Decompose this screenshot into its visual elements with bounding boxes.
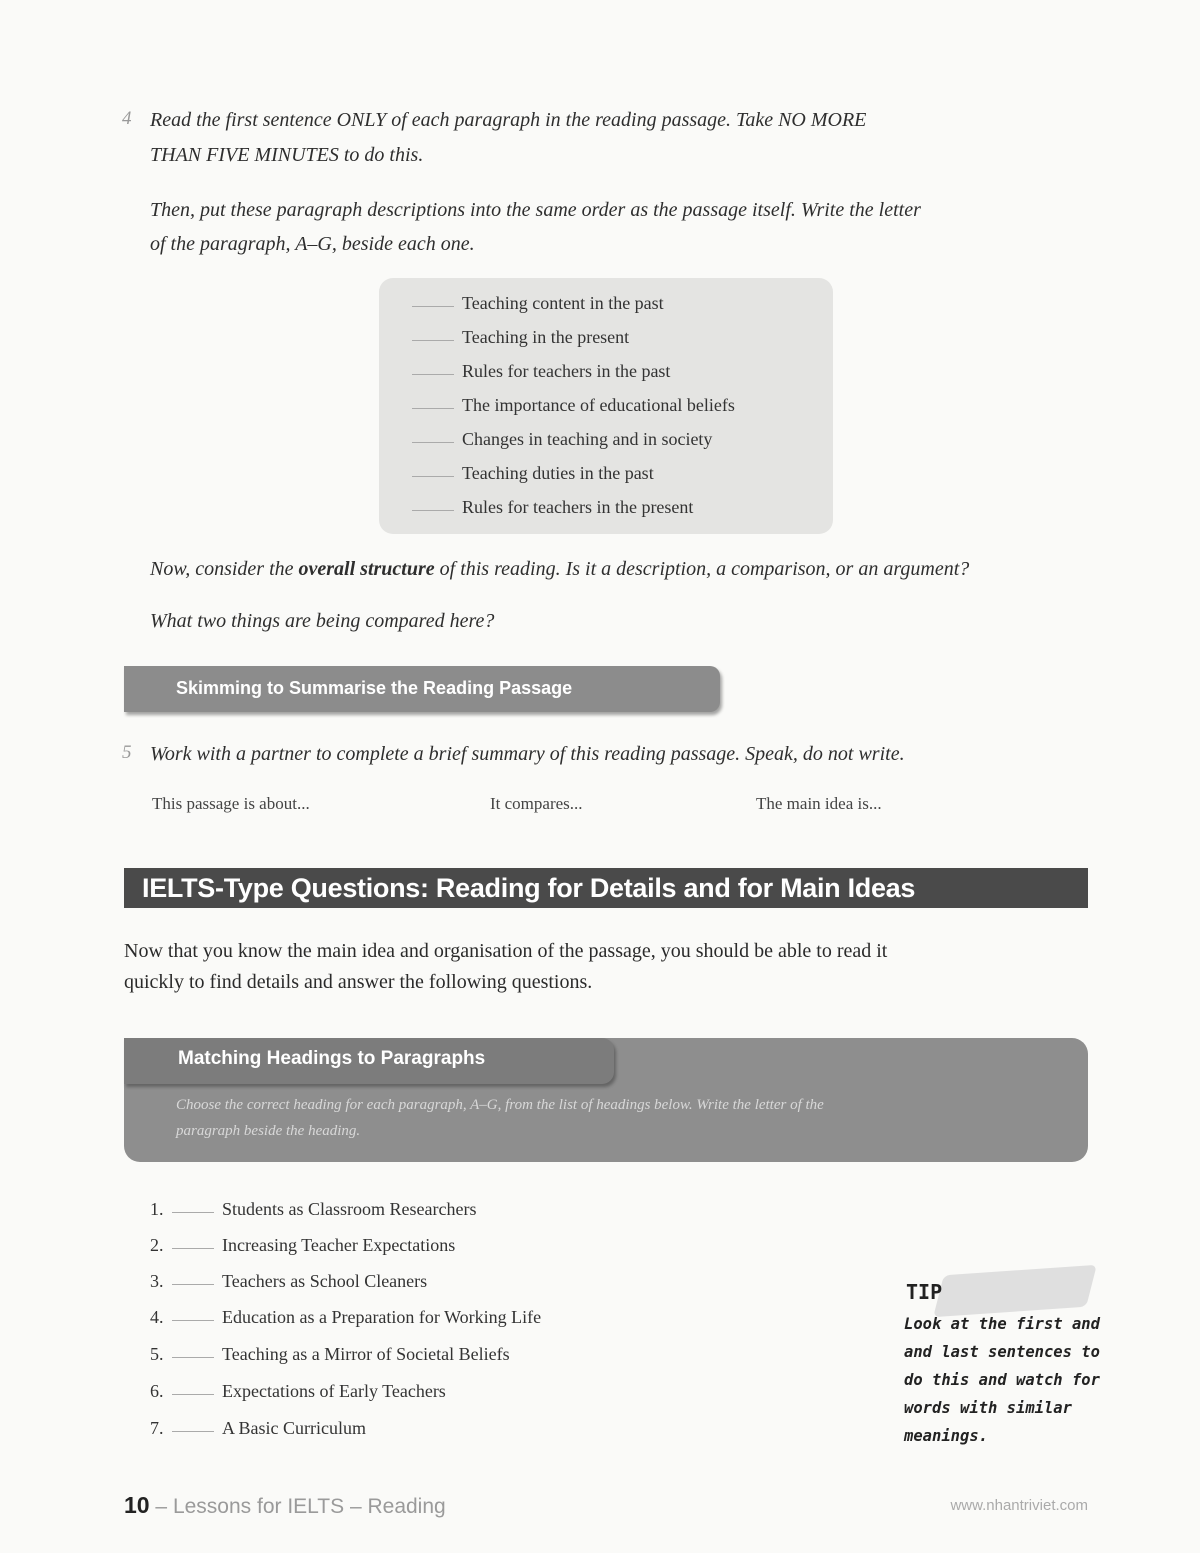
skimming-section-header: Skimming to Summarise the Reading Passage	[124, 666, 720, 712]
website-url: www.nhantriviet.com	[950, 1497, 1088, 1514]
answer-blank[interactable]	[172, 1264, 214, 1285]
question-number-5: 5	[122, 742, 132, 763]
description-item: Teaching content in the past	[412, 286, 664, 320]
answer-blank[interactable]	[172, 1374, 214, 1395]
answer-blank[interactable]	[172, 1300, 214, 1321]
description-item: Rules for teachers in the present	[412, 490, 693, 524]
summary-prompt-1: This passage is about...	[152, 794, 310, 813]
matching-instruction: Choose the correct heading for each paragraph, A–G, from the list of headings below. Write the letter of the paragraph beside the heading.	[176, 1097, 824, 1139]
heading-item: 5. Teaching as a Mirror of Societal Beliefs	[150, 1336, 510, 1372]
answer-blank[interactable]	[412, 456, 454, 477]
heading-item: 6. Expectations of Early Teachers	[150, 1373, 446, 1409]
answer-blank[interactable]	[412, 490, 454, 511]
answer-blank[interactable]	[412, 354, 454, 375]
heading-item: 2. Increasing Teacher Expectations	[150, 1227, 455, 1263]
tip-title: TIP	[906, 1280, 943, 1304]
page-footer	[124, 1492, 446, 1519]
description-item: Rules for teachers in the past	[412, 354, 670, 388]
tip-text: Look at the first and and last sentences to do this and watch for words with similar meanings.	[904, 1315, 1100, 1445]
answer-blank[interactable]	[172, 1411, 214, 1432]
compared-question: What two things are being compared here?	[150, 610, 495, 632]
answer-blank[interactable]	[172, 1337, 214, 1358]
description-item: The importance of educational beliefs	[412, 388, 735, 422]
question-number-4: 4	[122, 108, 132, 129]
matching-section-header: Matching Headings to Paragraphs	[124, 1038, 614, 1084]
q4-instruction-line3: Then, put these paragraph descriptions into the same order as the passage itself. Write the letter	[150, 199, 921, 221]
section-intro: Now that you know the main idea and organisation of the passage, you should be able to read it quickly to find details and answer the following questions.	[124, 940, 888, 993]
q4-instruction-line2: THAN FIVE MINUTES to do this.	[150, 144, 424, 166]
answer-blank[interactable]	[412, 286, 454, 307]
summary-prompt-2: It compares...	[490, 794, 583, 813]
book-title: – Lessons for IELTS – Reading	[149, 1495, 446, 1518]
heading-item: 7. A Basic Curriculum	[150, 1410, 366, 1446]
heading-item: 4. Education as a Preparation for Working Life	[150, 1299, 541, 1335]
answer-blank[interactable]	[412, 320, 454, 341]
heading-item: 3. Teachers as School Cleaners	[150, 1263, 427, 1299]
answer-blank[interactable]	[172, 1192, 214, 1213]
description-item: Teaching in the present	[412, 320, 629, 354]
heading-item: 1. Students as Classroom Researchers	[150, 1191, 476, 1227]
q4-instruction-line4: of the paragraph, A–G, beside each one.	[150, 233, 475, 255]
description-item: Teaching duties in the past	[412, 456, 654, 490]
q4-instruction-line1: Read the first sentence ONLY of each paragraph in the reading passage. Take NO MORE	[150, 109, 867, 131]
answer-blank[interactable]	[412, 388, 454, 409]
description-item: Changes in teaching and in society	[412, 422, 712, 456]
summary-prompt-3: The main idea is...	[756, 794, 882, 813]
overall-structure-question: Now, consider the overall structure of this reading. Is it a description, a comparison, or an argument?	[150, 558, 970, 580]
q5-instruction: Work with a partner to complete a brief summary of this reading passage. Speak, do not write.	[150, 743, 905, 765]
answer-blank[interactable]	[172, 1228, 214, 1249]
ielts-section-banner: IELTS-Type Questions: Reading for Details and for Main Ideas	[124, 868, 1088, 908]
page-number: 10	[124, 1492, 150, 1518]
answer-blank[interactable]	[412, 422, 454, 443]
